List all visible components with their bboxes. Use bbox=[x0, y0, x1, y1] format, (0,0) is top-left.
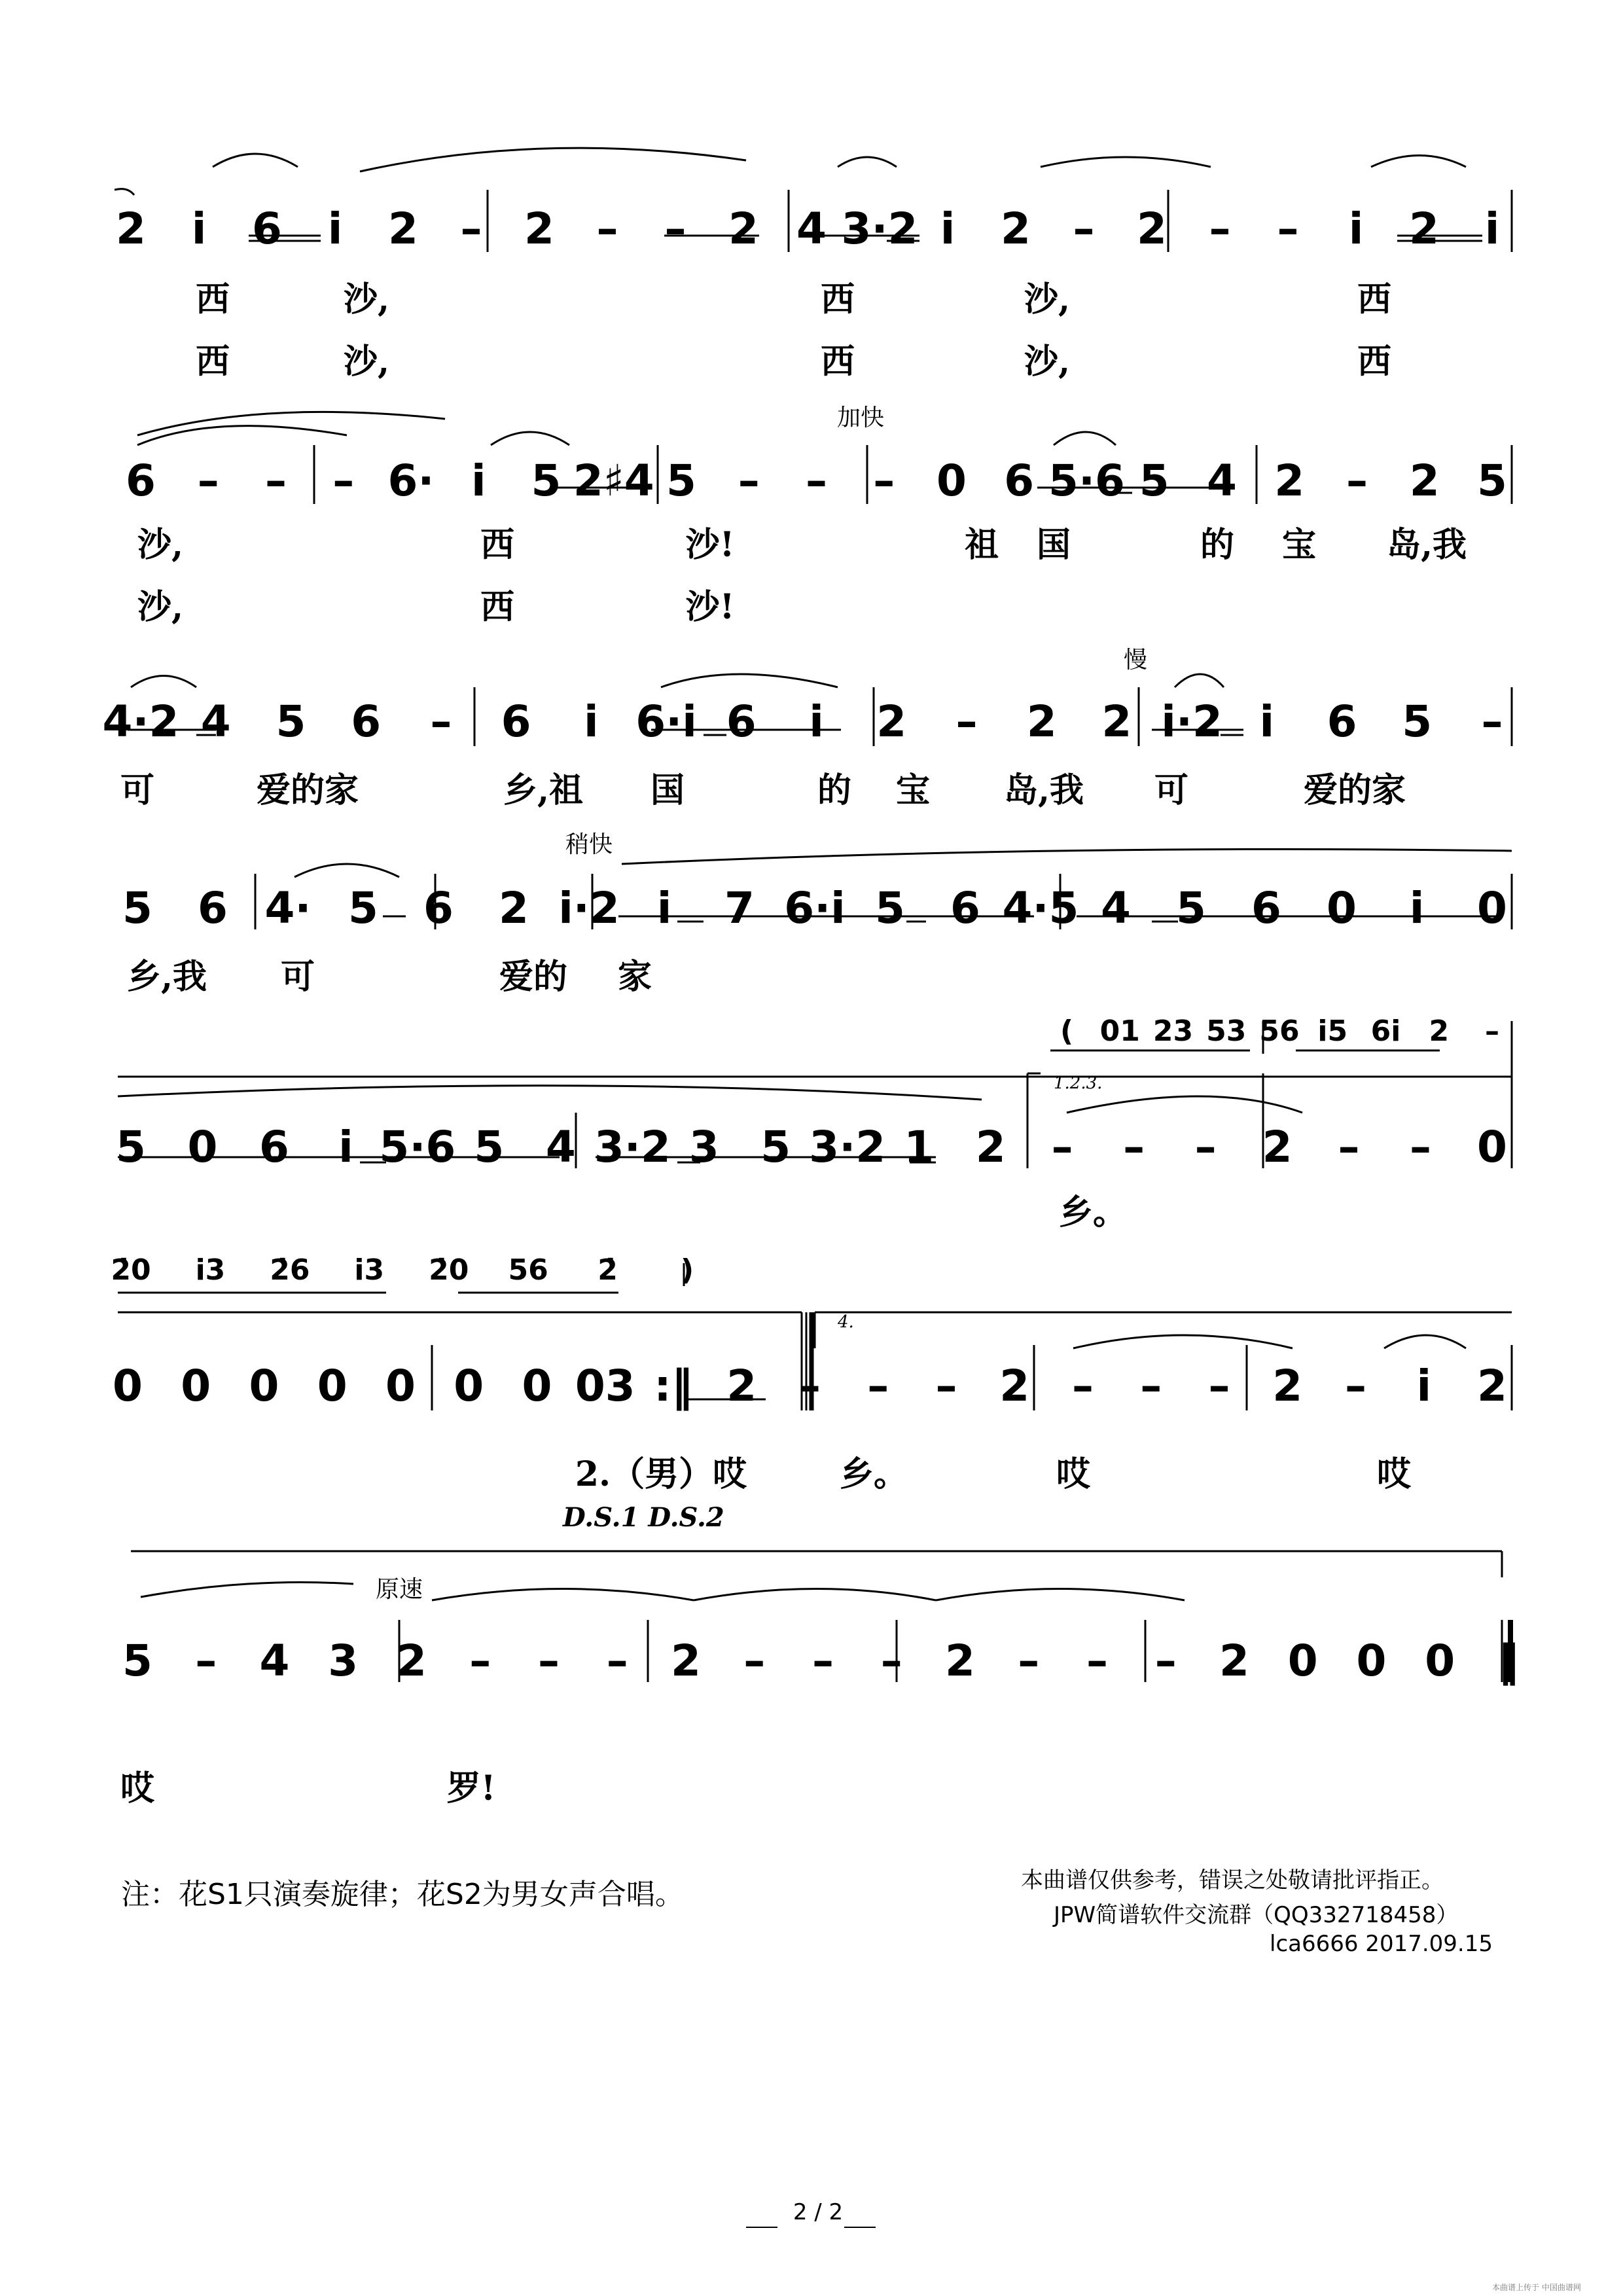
lyric: 宝 bbox=[895, 770, 931, 810]
lyric: 罗! bbox=[446, 1768, 496, 1808]
note-glyph: i bbox=[1416, 1361, 1432, 1411]
note-glyph: – bbox=[265, 456, 287, 506]
note-glyph: 56 bbox=[508, 1253, 548, 1287]
note-glyph: 1 bbox=[904, 1122, 935, 1172]
note-glyph: – bbox=[743, 1636, 766, 1686]
note-glyph: i bbox=[1484, 204, 1500, 254]
note-glyph: 23 bbox=[1152, 1014, 1194, 1048]
note-glyph: 5 bbox=[1477, 456, 1507, 506]
lyric: 西 bbox=[1357, 342, 1392, 382]
note-glyph: 0 bbox=[249, 1361, 279, 1411]
note-glyph: 0 bbox=[317, 1361, 348, 1411]
note-glyph: 6 bbox=[501, 696, 531, 747]
lyric: 乡,我 bbox=[126, 957, 207, 997]
note-glyph: – bbox=[1346, 456, 1368, 506]
note-glyph: 6·i bbox=[635, 696, 697, 747]
note-glyph: i·2 bbox=[1161, 696, 1222, 747]
note-glyph: 0 bbox=[1287, 1636, 1318, 1686]
note-glyph: 4 bbox=[1207, 456, 1237, 506]
note-glyph: 5 bbox=[122, 883, 152, 933]
credit-line-2: JPW简谱软件交流群（QQ332718458） bbox=[1054, 1902, 1459, 1928]
note-glyph: – bbox=[935, 1361, 957, 1411]
note-glyph: 0 bbox=[1356, 1636, 1387, 1686]
note-glyph: 4 bbox=[545, 1122, 576, 1172]
lyric: 可 bbox=[120, 770, 155, 810]
note-glyph: 4·5 bbox=[1002, 883, 1079, 933]
note-glyph: 2 bbox=[1101, 696, 1132, 747]
note-glyph: i bbox=[191, 204, 207, 254]
lyric: 西 bbox=[195, 342, 230, 382]
note-glyph: ‖ bbox=[1497, 1636, 1520, 1686]
note-glyph: ( bbox=[1060, 1014, 1074, 1048]
credit-line-3: lca6666 2017.09.15 bbox=[1270, 1931, 1493, 1957]
note-glyph: – bbox=[955, 696, 978, 747]
note-glyph: 5 bbox=[348, 883, 378, 933]
note-glyph: 5 bbox=[276, 696, 306, 747]
note-glyph: – bbox=[664, 204, 687, 254]
note-glyph: – bbox=[1209, 204, 1231, 254]
lyric: 的 bbox=[817, 770, 852, 810]
note-glyph: 2 bbox=[1262, 1122, 1293, 1172]
note-glyph: – bbox=[596, 204, 618, 254]
note-glyph: – bbox=[1073, 204, 1095, 254]
note-glyph: – bbox=[1140, 1361, 1162, 1411]
lyric: 西 bbox=[195, 279, 230, 319]
lyric: 乡。 bbox=[839, 1454, 908, 1494]
note-glyph: 6 bbox=[351, 696, 382, 747]
lyric: 乡。 bbox=[1058, 1193, 1128, 1232]
lyric: 沙! bbox=[685, 587, 735, 627]
note-glyph: 6 bbox=[198, 883, 228, 933]
note-glyph: – bbox=[1345, 1361, 1366, 1411]
note-glyph: 0 bbox=[385, 1361, 416, 1411]
lyric: 家 bbox=[617, 957, 652, 997]
note-glyph: 2̇0 bbox=[111, 1253, 151, 1287]
note-glyph: i bbox=[1348, 204, 1364, 254]
note-glyph: i bbox=[584, 696, 599, 747]
note-glyph: – bbox=[469, 1636, 491, 1686]
note-glyph: 5 bbox=[1176, 883, 1206, 933]
note-glyph: 5 bbox=[531, 456, 562, 506]
note-glyph: i bbox=[809, 696, 824, 747]
lyric: 岛,我 bbox=[1386, 525, 1467, 565]
note-glyph: 4 bbox=[1101, 883, 1131, 933]
note-glyph: ) bbox=[680, 1253, 694, 1287]
note-glyph: i bbox=[1409, 883, 1425, 933]
note-glyph: – bbox=[1086, 1636, 1108, 1686]
note-glyph: 2 bbox=[975, 1122, 1006, 1172]
note-glyph: 2 bbox=[728, 204, 758, 254]
note-glyph: – bbox=[195, 1636, 217, 1686]
note-glyph: – bbox=[1338, 1122, 1360, 1172]
note-glyph: – bbox=[1051, 1122, 1073, 1172]
note-glyph: 2 bbox=[876, 696, 907, 747]
note-glyph: 6 bbox=[126, 456, 156, 506]
lyric: 爱的家 bbox=[1303, 770, 1406, 810]
note-glyph: 5 bbox=[1139, 456, 1169, 506]
lyric: 可 bbox=[1154, 770, 1189, 810]
lyric: 西 bbox=[1357, 279, 1392, 319]
note-glyph: 0 bbox=[1477, 883, 1507, 933]
note-glyph: 4·2 bbox=[102, 696, 179, 747]
note-glyph: i·2 bbox=[558, 883, 620, 933]
note-glyph: 4· bbox=[264, 883, 312, 933]
note-glyph: 4 bbox=[200, 696, 231, 747]
note-glyph: 2 bbox=[397, 1636, 427, 1686]
note-glyph: 5 bbox=[666, 456, 696, 506]
note-glyph: 6 bbox=[726, 696, 757, 747]
note-glyph: 3·2 bbox=[841, 204, 918, 254]
lyric: 沙, bbox=[137, 525, 184, 565]
note-glyph: – bbox=[1123, 1122, 1145, 1172]
note-glyph: i bbox=[656, 883, 672, 933]
lyric: 沙, bbox=[343, 279, 390, 319]
note-glyph: – bbox=[197, 456, 219, 506]
tempo-mark-slow: 慢 bbox=[1123, 647, 1148, 673]
note-glyph: – bbox=[1410, 1122, 1432, 1172]
note-glyph: 6 bbox=[259, 1122, 289, 1172]
lyric: 乡,祖 bbox=[503, 770, 584, 810]
note-glyph: 2 bbox=[116, 204, 146, 254]
note-glyph: 2 bbox=[1409, 204, 1439, 254]
note-glyph: 6 bbox=[1004, 456, 1035, 506]
note-glyph: – bbox=[1194, 1122, 1217, 1172]
note-glyph: 6 bbox=[252, 204, 282, 254]
lyric: 可 bbox=[280, 957, 315, 997]
note-glyph: 2 bbox=[524, 204, 554, 254]
note-glyph: 2 bbox=[1477, 1361, 1507, 1411]
note-glyph: 0 bbox=[936, 456, 967, 506]
note-glyph: i3 bbox=[195, 1253, 226, 1287]
volta-second: 4. bbox=[838, 1312, 854, 1332]
note-glyph: 0 bbox=[1477, 1122, 1507, 1172]
note-glyph: 2 bbox=[388, 204, 418, 254]
note-glyph: 5·6 bbox=[379, 1122, 456, 1172]
dal-segno-mark: D.S.1 D.S.2 bbox=[563, 1502, 724, 1533]
note-glyph: – bbox=[1485, 1014, 1499, 1048]
lyric: 西 bbox=[480, 587, 515, 627]
note-glyph: 2♯4 bbox=[573, 456, 654, 506]
note-glyph: 6 bbox=[1251, 883, 1281, 933]
note-glyph: 2 bbox=[1409, 456, 1440, 506]
note-glyph: 2 bbox=[1026, 696, 1057, 747]
note-glyph: 0 bbox=[187, 1122, 218, 1172]
note-glyph: 2 bbox=[671, 1636, 701, 1686]
note-glyph: 2̇ bbox=[597, 1253, 618, 1287]
note-glyph: 53 bbox=[1206, 1014, 1247, 1048]
note-glyph: 7 bbox=[724, 883, 755, 933]
note-glyph: – bbox=[1018, 1636, 1040, 1686]
tempo-mark-accelerate: 加快 bbox=[836, 404, 885, 431]
note-glyph: 6·i bbox=[784, 883, 846, 933]
note-glyph: 2 bbox=[999, 1361, 1030, 1411]
lyric: 沙, bbox=[343, 342, 390, 382]
lyric: 沙, bbox=[1024, 279, 1071, 319]
note-glyph: – bbox=[1208, 1361, 1230, 1411]
lyric: 哎 bbox=[120, 1768, 155, 1808]
note-glyph: 4 bbox=[796, 204, 827, 254]
footnote: 注：花S1只演奏旋律；花S2为男女声合唱。 bbox=[121, 1878, 684, 1911]
note-glyph: 3 bbox=[688, 1122, 719, 1172]
lyric: 的 bbox=[1200, 525, 1235, 565]
note-glyphs bbox=[103, 204, 1520, 1687]
note-glyph: – bbox=[332, 456, 355, 506]
note-glyph: 0 bbox=[113, 1361, 143, 1411]
note-glyph: 0 bbox=[454, 1361, 484, 1411]
note-glyph: 2 bbox=[1137, 204, 1167, 254]
note-glyph: – bbox=[812, 1636, 834, 1686]
note-glyph: 2 bbox=[1001, 204, 1031, 254]
lyric: 国 bbox=[650, 770, 685, 810]
note-glyph: – bbox=[1072, 1361, 1094, 1411]
note-glyph: 0 bbox=[1425, 1636, 1455, 1686]
note-glyph: 2 bbox=[945, 1636, 975, 1686]
note-glyph: 6 bbox=[423, 883, 454, 933]
note-glyph: 0 bbox=[1327, 883, 1357, 933]
note-glyph: 3·2 bbox=[594, 1122, 671, 1172]
note-glyph: – bbox=[1481, 696, 1503, 747]
note-glyph: i bbox=[471, 456, 486, 506]
note-glyph: – bbox=[1277, 204, 1299, 254]
note-glyph: 5 bbox=[122, 1636, 152, 1686]
lyric: 爱的家 bbox=[256, 770, 359, 810]
note-glyph: – bbox=[430, 696, 452, 747]
lyric: 西 bbox=[480, 525, 515, 565]
note-glyph: 5 bbox=[760, 1122, 791, 1172]
note-glyph: 5·6 bbox=[1048, 456, 1125, 506]
note-glyph: – bbox=[867, 1361, 889, 1411]
note-glyph: – bbox=[799, 1361, 821, 1411]
lyric: 哎 bbox=[1056, 1454, 1091, 1494]
note-glyph: – bbox=[460, 204, 482, 254]
note-glyph: 2̇0 bbox=[429, 1253, 469, 1287]
note-glyph: 2 bbox=[1274, 456, 1305, 506]
note-glyph: – bbox=[873, 456, 895, 506]
page-number-line-left bbox=[746, 2227, 777, 2228]
note-glyph: 03 bbox=[575, 1361, 635, 1411]
lyric: 宝 bbox=[1281, 525, 1317, 565]
note-glyph: – bbox=[538, 1636, 560, 1686]
note-glyph: i bbox=[940, 204, 955, 254]
note-glyph: :‖ bbox=[654, 1361, 693, 1411]
note-glyph: 6· bbox=[387, 456, 435, 506]
note-glyph: i5 bbox=[1317, 1014, 1348, 1048]
note-glyph: 2 bbox=[1272, 1361, 1303, 1411]
tempo-mark-original: 原速 bbox=[375, 1576, 423, 1603]
lyric: 祖 bbox=[964, 525, 999, 565]
note-glyph: – bbox=[806, 456, 827, 506]
note-glyph: 2 bbox=[1219, 1636, 1249, 1686]
note-glyph: – bbox=[606, 1636, 628, 1686]
note-glyph: 5 bbox=[116, 1122, 146, 1172]
page-number: 2 / 2 bbox=[793, 2199, 844, 2225]
note-glyph: 56 bbox=[1259, 1014, 1300, 1048]
note-glyph: i3 bbox=[354, 1253, 385, 1287]
lyric: 沙, bbox=[1024, 342, 1071, 382]
note-glyph: – bbox=[738, 456, 760, 506]
note-glyph: – bbox=[1154, 1636, 1177, 1686]
note-glyph: 6i bbox=[1370, 1014, 1401, 1048]
note-glyph: 2̇6 bbox=[270, 1253, 310, 1287]
note-glyph: 5 bbox=[875, 883, 905, 933]
watermark: 本曲谱上传于 中国曲谱网 bbox=[1492, 2283, 1581, 2292]
note-glyph: 6 bbox=[950, 883, 980, 933]
note-glyph: 01 bbox=[1099, 1014, 1140, 1048]
note-glyph: 2 bbox=[1429, 1014, 1450, 1048]
note-glyph: 3 bbox=[328, 1636, 359, 1686]
note-glyph: 5 bbox=[1402, 696, 1433, 747]
note-glyph: i bbox=[1259, 696, 1275, 747]
lyric: 沙! bbox=[685, 525, 735, 565]
note-glyph: 4 bbox=[259, 1636, 290, 1686]
lyric: 哎 bbox=[1376, 1454, 1412, 1494]
page-number-line-right bbox=[844, 2227, 876, 2228]
lyric: 西 bbox=[820, 279, 855, 319]
note-glyph: i bbox=[327, 204, 343, 254]
lyric: 爱的 bbox=[499, 957, 568, 997]
note-glyph: – bbox=[880, 1636, 902, 1686]
note-glyph: 0 bbox=[181, 1361, 211, 1411]
lyric: 沙, bbox=[137, 587, 184, 627]
note-glyph: 2 bbox=[726, 1361, 757, 1411]
credit-line-1: 本曲谱仅供参考，错误之处敬请批评指正。 bbox=[1021, 1867, 1444, 1893]
volta-first: 1.2.3. bbox=[1054, 1073, 1103, 1093]
tempo-mark-slightly-fast: 稍快 bbox=[565, 831, 613, 858]
lyric: 国 bbox=[1036, 525, 1071, 565]
lyric: 西 bbox=[820, 342, 855, 382]
note-glyph: 3·2 bbox=[809, 1122, 886, 1172]
note-glyph: 5 bbox=[474, 1122, 505, 1172]
lyric: 岛,我 bbox=[1003, 770, 1084, 810]
note-glyph: 6 bbox=[1327, 696, 1357, 747]
note-glyph: 2 bbox=[499, 883, 529, 933]
note-glyph: i bbox=[338, 1122, 353, 1172]
lyric: 2.（男）哎 bbox=[575, 1454, 747, 1494]
note-glyph: 0 bbox=[522, 1361, 552, 1411]
